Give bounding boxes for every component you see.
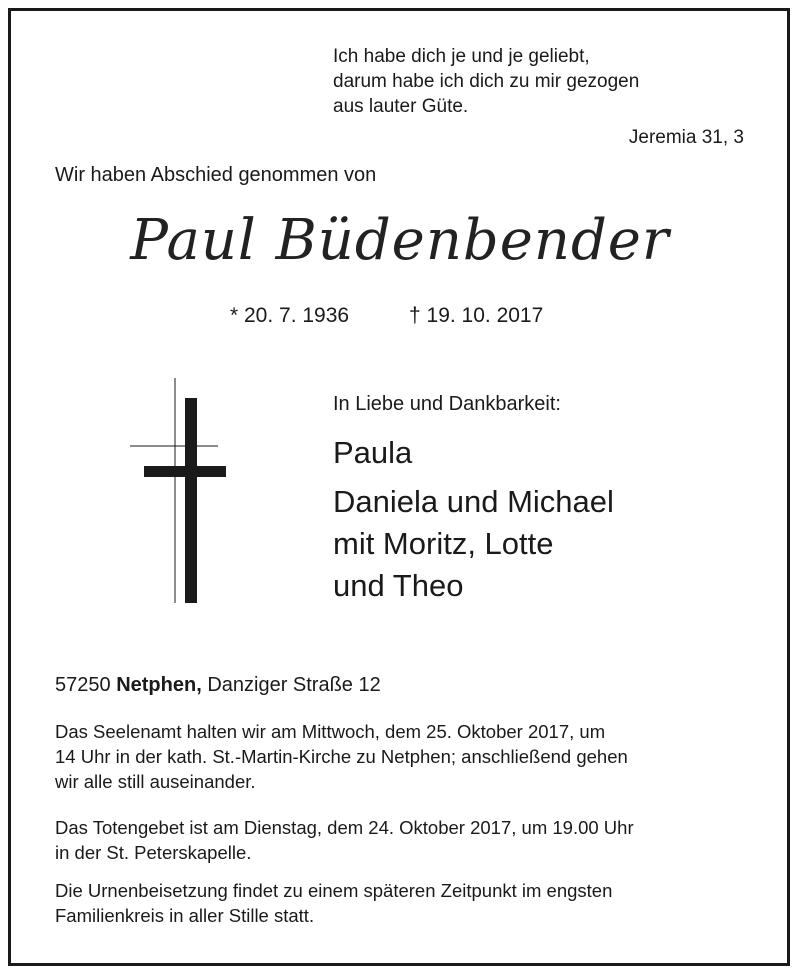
mourner-name: mit Moritz, Lotte	[333, 526, 554, 561]
bible-verse	[333, 44, 639, 119]
death-date: † 19. 10. 2017	[409, 304, 544, 327]
deceased-name: Paul Büdenbender	[130, 208, 670, 273]
verse-line: Ich habe dich je und je geliebt,	[333, 46, 590, 67]
notice-line: in der St. Peterskapelle.	[55, 842, 252, 863]
mourners-list	[333, 432, 614, 607]
verse-reference: Jeremia 31, 3	[628, 127, 744, 148]
city: Netphen,	[116, 674, 202, 696]
mourner-name: Daniela und Michael	[333, 484, 614, 519]
street: Danziger Straße 12	[207, 674, 381, 696]
mourner-name: und Theo	[333, 568, 464, 603]
notice-line: Das Totengebet ist am Dienstag, dem 24. Oktober 2017, um 19.00 Uhr	[55, 817, 634, 838]
notice-line: Das Seelenamt halten wir am Mittwoch, dem 25. Oktober 2017, um	[55, 721, 606, 742]
burial-notice	[55, 878, 755, 928]
notice-line: Die Urnenbeisetzung findet zu einem späteren Zeitpunkt im engsten	[55, 880, 613, 901]
intro-text: Wir haben Abschied genommen von	[55, 164, 377, 186]
requiem-notice	[55, 719, 755, 794]
mourners-heading: In Liebe und Dankbarkeit:	[333, 393, 561, 415]
notice-line: 14 Uhr in der kath. St.-Martin-Kirche zu Netphen; anschließend gehen	[55, 746, 628, 767]
verse-line: aus lauter Güte.	[333, 96, 469, 117]
verse-line: darum habe ich dich zu mir gezogen	[333, 71, 640, 92]
notice-line: wir alle still auseinander.	[55, 771, 256, 792]
prayer-notice	[55, 815, 755, 865]
postal-code: 57250	[55, 674, 111, 696]
notice-line: Familienkreis in aller Stille statt.	[55, 905, 315, 926]
birth-date: * 20. 7. 1936	[230, 304, 350, 327]
mourner-name: Paula	[333, 435, 413, 470]
family-address	[55, 674, 381, 697]
cross-icon	[130, 378, 230, 608]
